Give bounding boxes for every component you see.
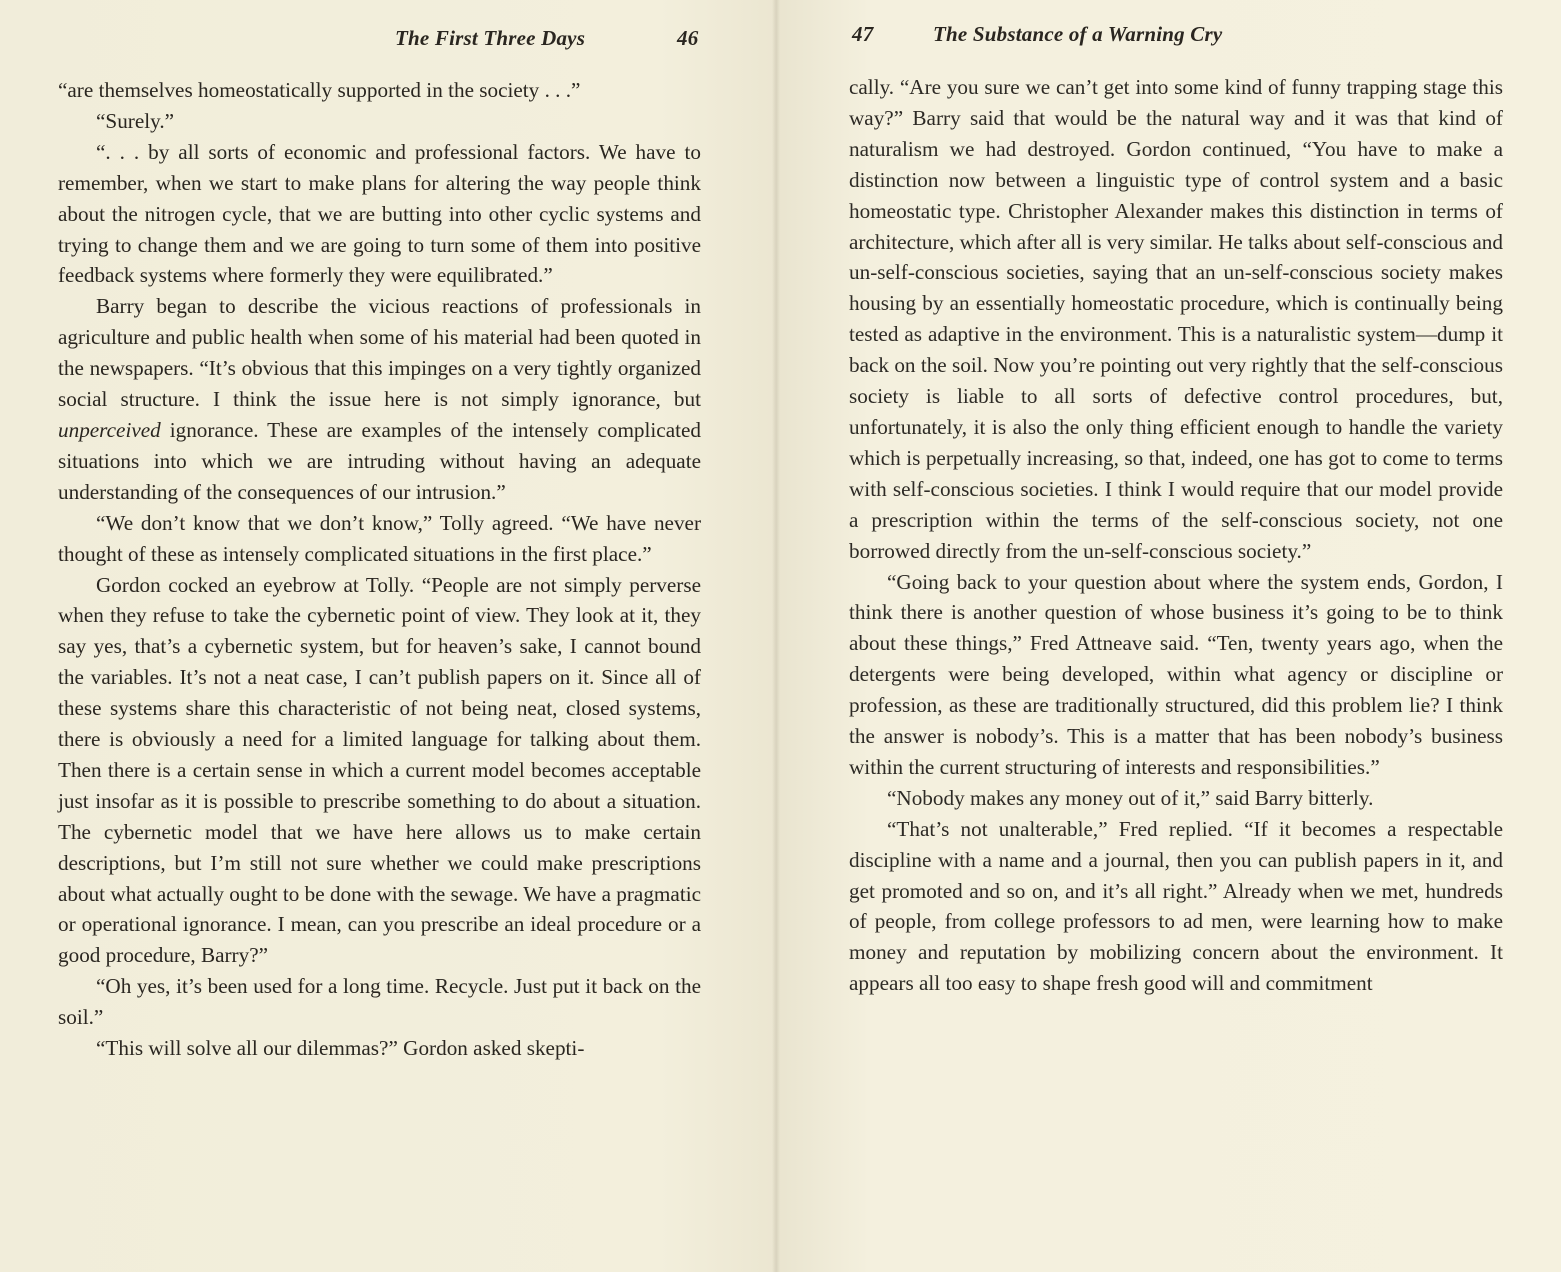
right-page-number: 47 [852,22,874,46]
paragraph: “Oh yes, it’s been used for a long time. Recycle. Just put it back on the soil.” [58,974,701,1030]
paragraph: “We don’t know that we don’t know,” Tolly agreed. “We have never thought of these as intensely complicated situations in the first place.” [58,510,701,566]
left-page [0,0,776,1272]
left-page-number: 46 [677,26,699,50]
left-running-title: The First Three Days [395,26,586,50]
paragraph: “Surely.” [96,108,175,133]
paragraph: “are themselves homeostatically supported in the society . . .” [58,78,581,102]
paragraph [58,291,701,507]
emphasized-word: unperceived [58,417,161,442]
paragraph: “This will solve all our dilemmas?” Gordon asked skepti- [96,1036,585,1061]
paragraph: “That’s not unalterable,” Fred replied. “If it becomes a respectable discipline with a name and a journal, then you can publish papers in it, and get promoted and so on, and it’s all right.” Already when we met, hundreds of people, from college professors to ad men, were learning how to make money and reputation by mobilizing concern about the environment. It appears all too easy to shape fresh good will and commitment [849,816,1503,996]
paragraph: “. . . by all sorts of economic and professional factors. We have to remember, when we start to make plans for altering the way people think about the nitrogen cycle, that we are butting into other cyclic systems and trying to change them and we are going to turn some of them into positive feedback systems where formerly they were equilibrated.” [58,139,701,288]
paragraph: Gordon cocked an eyebrow at Tolly. “People are not simply perverse when they refuse to take the cybernetic point of view. They look at it, they say yes, that’s a cybernetic system, but for heaven’s sake, I cannot bound the variables. It’s not a neat case, I can’t publish papers on it. Since all of these systems share this characteristic of not being neat, closed systems, there is obviously a need for a limited language for talking about them. Then there is a certain sense in which a current model becomes acceptable just insofar as it is possible to prescribe something to do about a situation. The cybernetic model that we have here allows us to make certain descriptions, but I’m still not sure whether we could make prescriptions about what actually ought to be done with the sewage. We have a pragmatic or operational ignorance. I mean, can you prescribe an ideal procedure or a good procedure, Barry?” [58,572,701,968]
paragraph: “Nobody makes any money out of it,” said Barry bitterly. [887,785,1374,810]
paragraph-text: Barry began to describe the vicious reactions of professionals in agriculture and public health when some of his material had been quoted in the newspapers. “It’s obvious that this impinges on a very tightly organized social structure. I think the issue here is not simply ignorance, but [58,294,701,412]
right-page [776,0,1561,1272]
paragraph: cally. “Are you sure we can’t get into some kind of funny trapping stage this way?” Barry said that would be the natural way and it was that kind of naturalism we had destroyed. Gordon continued, “You have to make a distinction now between a linguistic type of control system and a basic homeostatic type. Christopher Alexander makes this distinction in terms of architecture, which after all is very similar. He talks about self-conscious and un-self-conscious societies, saying that an un-self-conscious society makes housing by an essentially homeostatic procedure, which is continually being tested as adaptive in the environment. This is a naturalistic system—dump it back on the soil. Now you’re pointing out very rightly that the self-conscious society is liable to all sorts of defective control procedures, but, unfortunately, it is also the only thing efficient enough to handle the variety which is perpetually increasing, so that, indeed, one has got to come to terms with self-conscious societies. I think I would require that our model provide a prescription within the terms of the self-conscious society, not one borrowed directly from the un-self-conscious society.” [849,75,1503,563]
left-body-text [58,75,701,1064]
paragraph: “Going back to your question about where the system ends, Gordon, I think there is another question of whose business it’s going to be to think about these things,” Fred Attneave said. “Ten, twenty years ago, when the detergents were being developed, within what agency or discipline or profession, as these are traditionally structured, did this problem lie? I think the answer is nobody’s. This is a matter that has been nobody’s business within the current structuring of interests and responsibilities.” [849,569,1503,779]
right-running-title: The Substance of a Warning Cry [933,22,1223,46]
right-body-text [849,72,1503,999]
paragraph-text: ignorance. These are examples of the intensely complicated situations into which we are intruding without having an adequate understanding of the consequences of our intrusion.” [58,417,701,504]
book-gutter [772,0,780,1272]
